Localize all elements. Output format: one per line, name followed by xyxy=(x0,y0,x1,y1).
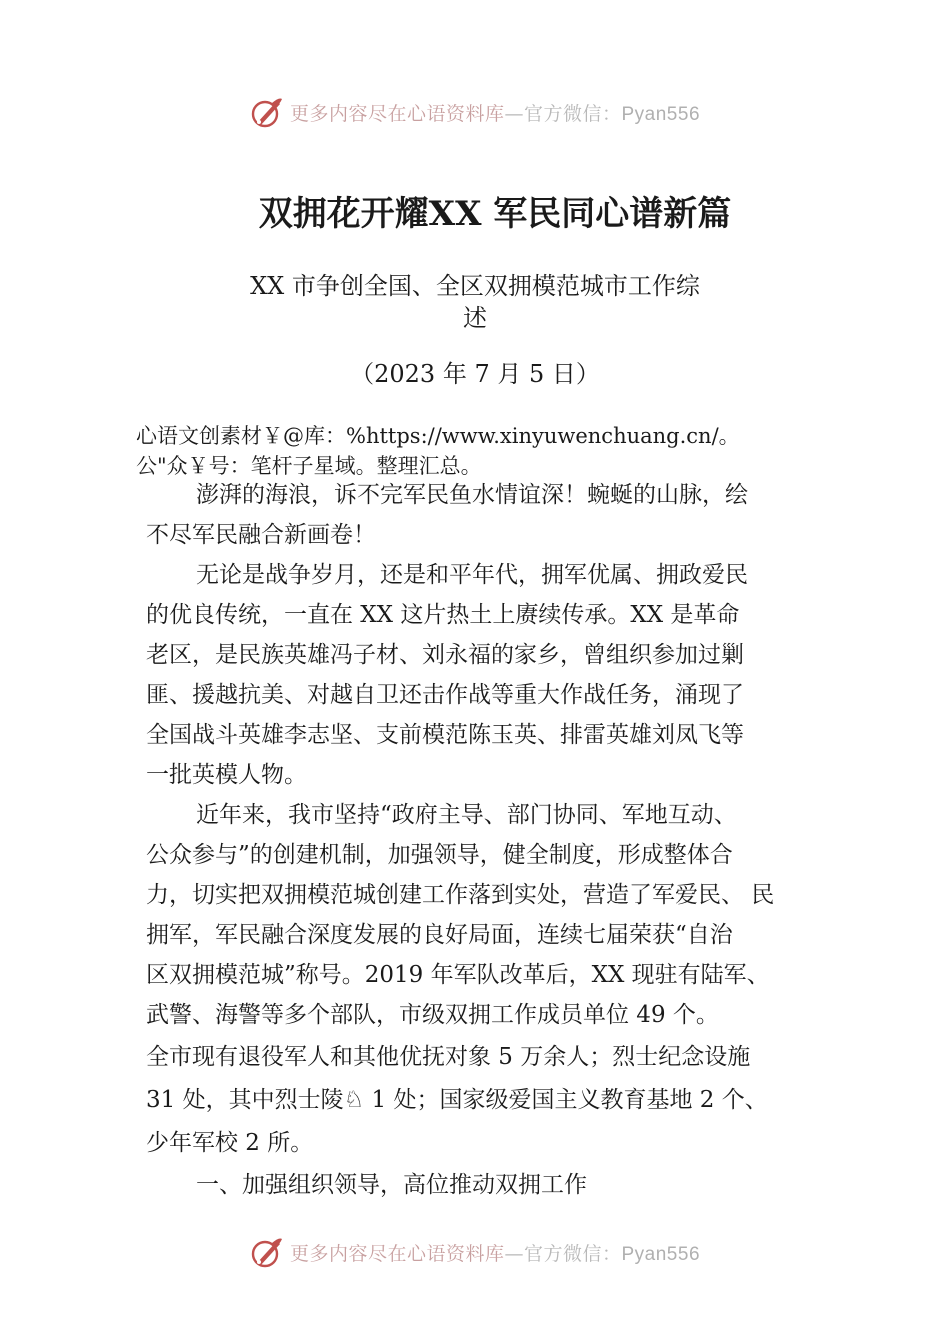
watermark-text xyxy=(290,1239,700,1266)
body-line: 公众参与”的创建机制，加强领导，健全制度，形成整体合 xyxy=(146,842,733,868)
body-line: 全国战斗英雄李志坚、支前模范陈玉英、排雷英雄刘凤飞等 xyxy=(146,722,744,748)
source-note-line-2: 公"众￥号：笔杆子星域。整理汇总。 xyxy=(136,454,482,478)
body-line: 少年军校 2 所。 xyxy=(146,1130,314,1156)
quill-logo-icon xyxy=(250,95,284,129)
body-line: 的优良传统，一直在 XX 这片热土上赓续传承。XX 是革命 xyxy=(146,602,740,628)
document-title: 双拥花开耀XX 军民同心谱新篇 xyxy=(258,194,732,234)
quill-logo-icon xyxy=(250,1235,284,1269)
body-line: 力，切实把双拥模范城创建工作落到实处，营造了军爱民、 民 xyxy=(146,882,775,908)
source-note-line-1: 心语文创素材￥@库：%https://www.xinyuwenchuang.cn/。 xyxy=(136,424,740,448)
body-line: 31 处，其中烈士陵♘ 1 处；国家级爱国主义教育基地 2 个、 xyxy=(146,1087,768,1113)
body-line: 无论是战争岁月，还是和平年代，拥军优属、拥政爱民 xyxy=(196,562,748,588)
document-date: （2023 年 7 月 5 日） xyxy=(350,360,600,388)
watermark-wechat-label: 官方微信： xyxy=(523,1242,622,1265)
body-line: 武警、海警等多个部队，市级双拥工作成员单位 49 个。 xyxy=(146,1002,719,1028)
watermark-wechat-id: Pyan556 xyxy=(621,103,701,125)
body-line: 老区，是民族英雄冯子材、刘永福的家乡，曾组织参加过剿 xyxy=(146,642,744,668)
body-line: 澎湃的海浪，诉不完军民鱼水情谊深！蜿蜒的山脉，绘 xyxy=(196,482,748,508)
document-subtitle-line-2: 述 xyxy=(463,304,487,332)
body-line: 拥军，军民融合深度发展的良好局面，连续七届荣获“自治 xyxy=(146,922,733,948)
watermark-wechat-label: 官方微信： xyxy=(523,102,622,125)
watermark-banner-top xyxy=(0,92,950,132)
body-line: 近年来，我市坚持“政府主导、部门协同、军地互动、 xyxy=(196,802,737,828)
watermark-dash: — xyxy=(504,102,524,125)
watermark-site-name: 更多内容尽在心语资料库 xyxy=(289,102,505,125)
section-heading: 一、加强组织领导，高位推动双拥工作 xyxy=(196,1172,587,1198)
watermark-site-name: 更多内容尽在心语资料库 xyxy=(289,1242,505,1265)
watermark-banner-bottom xyxy=(0,1232,950,1272)
watermark-wechat-id: Pyan556 xyxy=(621,1243,701,1265)
watermark-dash: — xyxy=(504,1242,524,1265)
body-line: 区双拥模范城”称号。2019 年军队改革后，XX 现驻有陆军、 xyxy=(146,962,770,988)
body-line: 一批英模人物。 xyxy=(146,762,307,788)
document-subtitle-line-1: XX 市争创全国、全区双拥模范城市工作综 xyxy=(250,272,700,300)
watermark-text xyxy=(290,99,700,126)
body-line: 全市现有退役军人和其他优抚对象 5 万余人；烈士纪念设施 xyxy=(146,1044,751,1070)
body-line: 匪、援越抗美、对越自卫还击作战等重大作战任务，涌现了 xyxy=(146,682,744,708)
body-line: 不尽军民融合新画卷！ xyxy=(146,522,376,548)
